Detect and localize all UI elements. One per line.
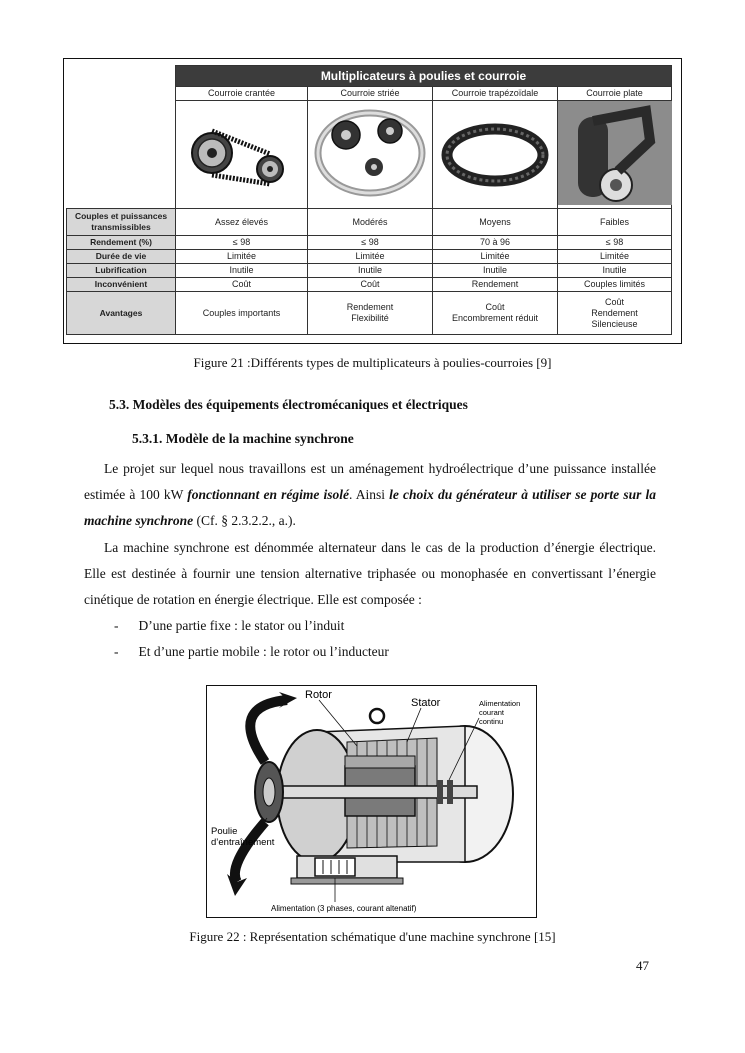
belt-multiplier-table	[66, 65, 672, 335]
table-corner-blank	[67, 66, 176, 87]
table-cell: Moyens	[433, 209, 558, 236]
table-cell: Coût Rendement Silencieuse	[558, 292, 672, 335]
table-row	[67, 250, 672, 264]
column-header-courroie-plate: Courroie plate	[558, 87, 672, 101]
table-cell: Faibles	[558, 209, 672, 236]
label-poulie-1: Poulie	[211, 826, 238, 837]
table-cell: 70 à 96	[433, 236, 558, 250]
column-header-courroie-crantee: Courroie crantée	[176, 87, 308, 101]
table-row	[67, 236, 672, 250]
ribbed-belt-pulley-icon	[308, 101, 433, 205]
toothed-belt-pulley-icon	[178, 101, 306, 205]
label-poulie-2: d’entraînement	[211, 837, 275, 848]
label-alim-dc-1: Alimentation	[479, 699, 521, 708]
table-cell: Coût	[308, 278, 433, 292]
table-cell: Rendement Flexibilité	[308, 292, 433, 335]
image-cell-plate	[558, 101, 672, 209]
table-cell: Limitée	[558, 250, 672, 264]
table-cell: Rendement	[433, 278, 558, 292]
table-cell: ≤ 98	[308, 236, 433, 250]
table-cell: Couples limités	[558, 278, 672, 292]
table-row	[67, 278, 672, 292]
image-cell-crantee	[176, 101, 308, 209]
image-cell-striee	[308, 101, 433, 209]
table-cell: Limitée	[433, 250, 558, 264]
label-alim-dc-3: continu	[479, 717, 504, 726]
table-cell: Limitée	[308, 250, 433, 264]
section-heading-5-3-1: 5.3.1. Modèle de la machine synchrone	[132, 431, 354, 446]
label-alim-3-phases: Alimentation (3 phases, courant altenatif)	[271, 904, 417, 913]
table-cell: Assez élevés	[176, 209, 308, 236]
row-header-inconvenient: Inconvénient	[67, 278, 176, 292]
row-header-rendement: Rendement (%)	[67, 236, 176, 250]
table-cell: Coût Encombrement réduit	[433, 292, 558, 335]
table-cell: ≤ 98	[176, 236, 308, 250]
table-cell: Couples importants	[176, 292, 308, 335]
table-row	[67, 209, 672, 236]
label-stator: Stator	[411, 697, 441, 709]
paragraph-1: Le projet sur lequel nous travaillons est un aménagement hydroélectrique d’une puissance installée estimée à 100 kW fonctionnant en régime isolé. Ainsi le choix du générateur à utiliser se porte sur la machine synchrone (Cf. § 2.3.2.2., a.).	[84, 461, 656, 528]
row-header-lubrification: Lubrification	[67, 264, 176, 278]
table-cell: Inutile	[176, 264, 308, 278]
row-header-duree-de-vie: Durée de vie	[67, 250, 176, 264]
table-cell: Inutile	[308, 264, 433, 278]
row-header-couples: Couples et puissances transmissibles	[67, 209, 176, 236]
table-cell: Modérés	[308, 209, 433, 236]
table-title: Multiplicateurs à poulies et courroie	[176, 66, 672, 87]
list-item: - Et d’une partie mobile : le rotor ou l’inducteur	[114, 644, 389, 659]
table-cell: Limitée	[176, 250, 308, 264]
figure-21-frame	[63, 58, 682, 344]
column-header-courroie-trapezoidale: Courroie trapézoïdale	[433, 87, 558, 101]
v-belt-icon	[433, 101, 558, 205]
list-item: - D’une partie fixe : le stator ou l’induit	[114, 618, 345, 633]
table-row	[67, 264, 672, 278]
section-heading-5-3: 5.3. Modèles des équipements électromécaniques et électriques	[109, 397, 468, 412]
paragraph-2: La machine synchrone est dénommée alternateur dans le cas de la production d’énergie électrique. Elle est destinée à fournir une tension alternative triphasée ou monophasée en convertissant l’énergie cinétique de rotation en énergie électrique. Elle est composée :	[84, 540, 656, 607]
figure-22-caption: Figure 22 : Représentation schématique d'une machine synchrone [15]	[189, 929, 556, 944]
synchronous-machine-diagram	[207, 686, 536, 917]
table-cell: Inutile	[433, 264, 558, 278]
figure-21-caption: Figure 21 :Différents types de multiplicateurs à poulies-courroies [9]	[193, 355, 552, 370]
flat-belt-pulley-icon	[558, 101, 672, 205]
table-cell: Coût	[176, 278, 308, 292]
table-cell: ≤ 98	[558, 236, 672, 250]
label-rotor: Rotor	[305, 689, 332, 701]
table-row	[67, 292, 672, 335]
column-header-courroie-striee: Courroie striée	[308, 87, 433, 101]
image-cell-trapezoidale	[433, 101, 558, 209]
table-cell: Inutile	[558, 264, 672, 278]
figure-22-frame	[206, 685, 537, 918]
row-header-avantages: Avantages	[67, 292, 176, 335]
label-alim-dc-2: courant	[479, 708, 505, 717]
page-number: 47	[636, 958, 649, 973]
